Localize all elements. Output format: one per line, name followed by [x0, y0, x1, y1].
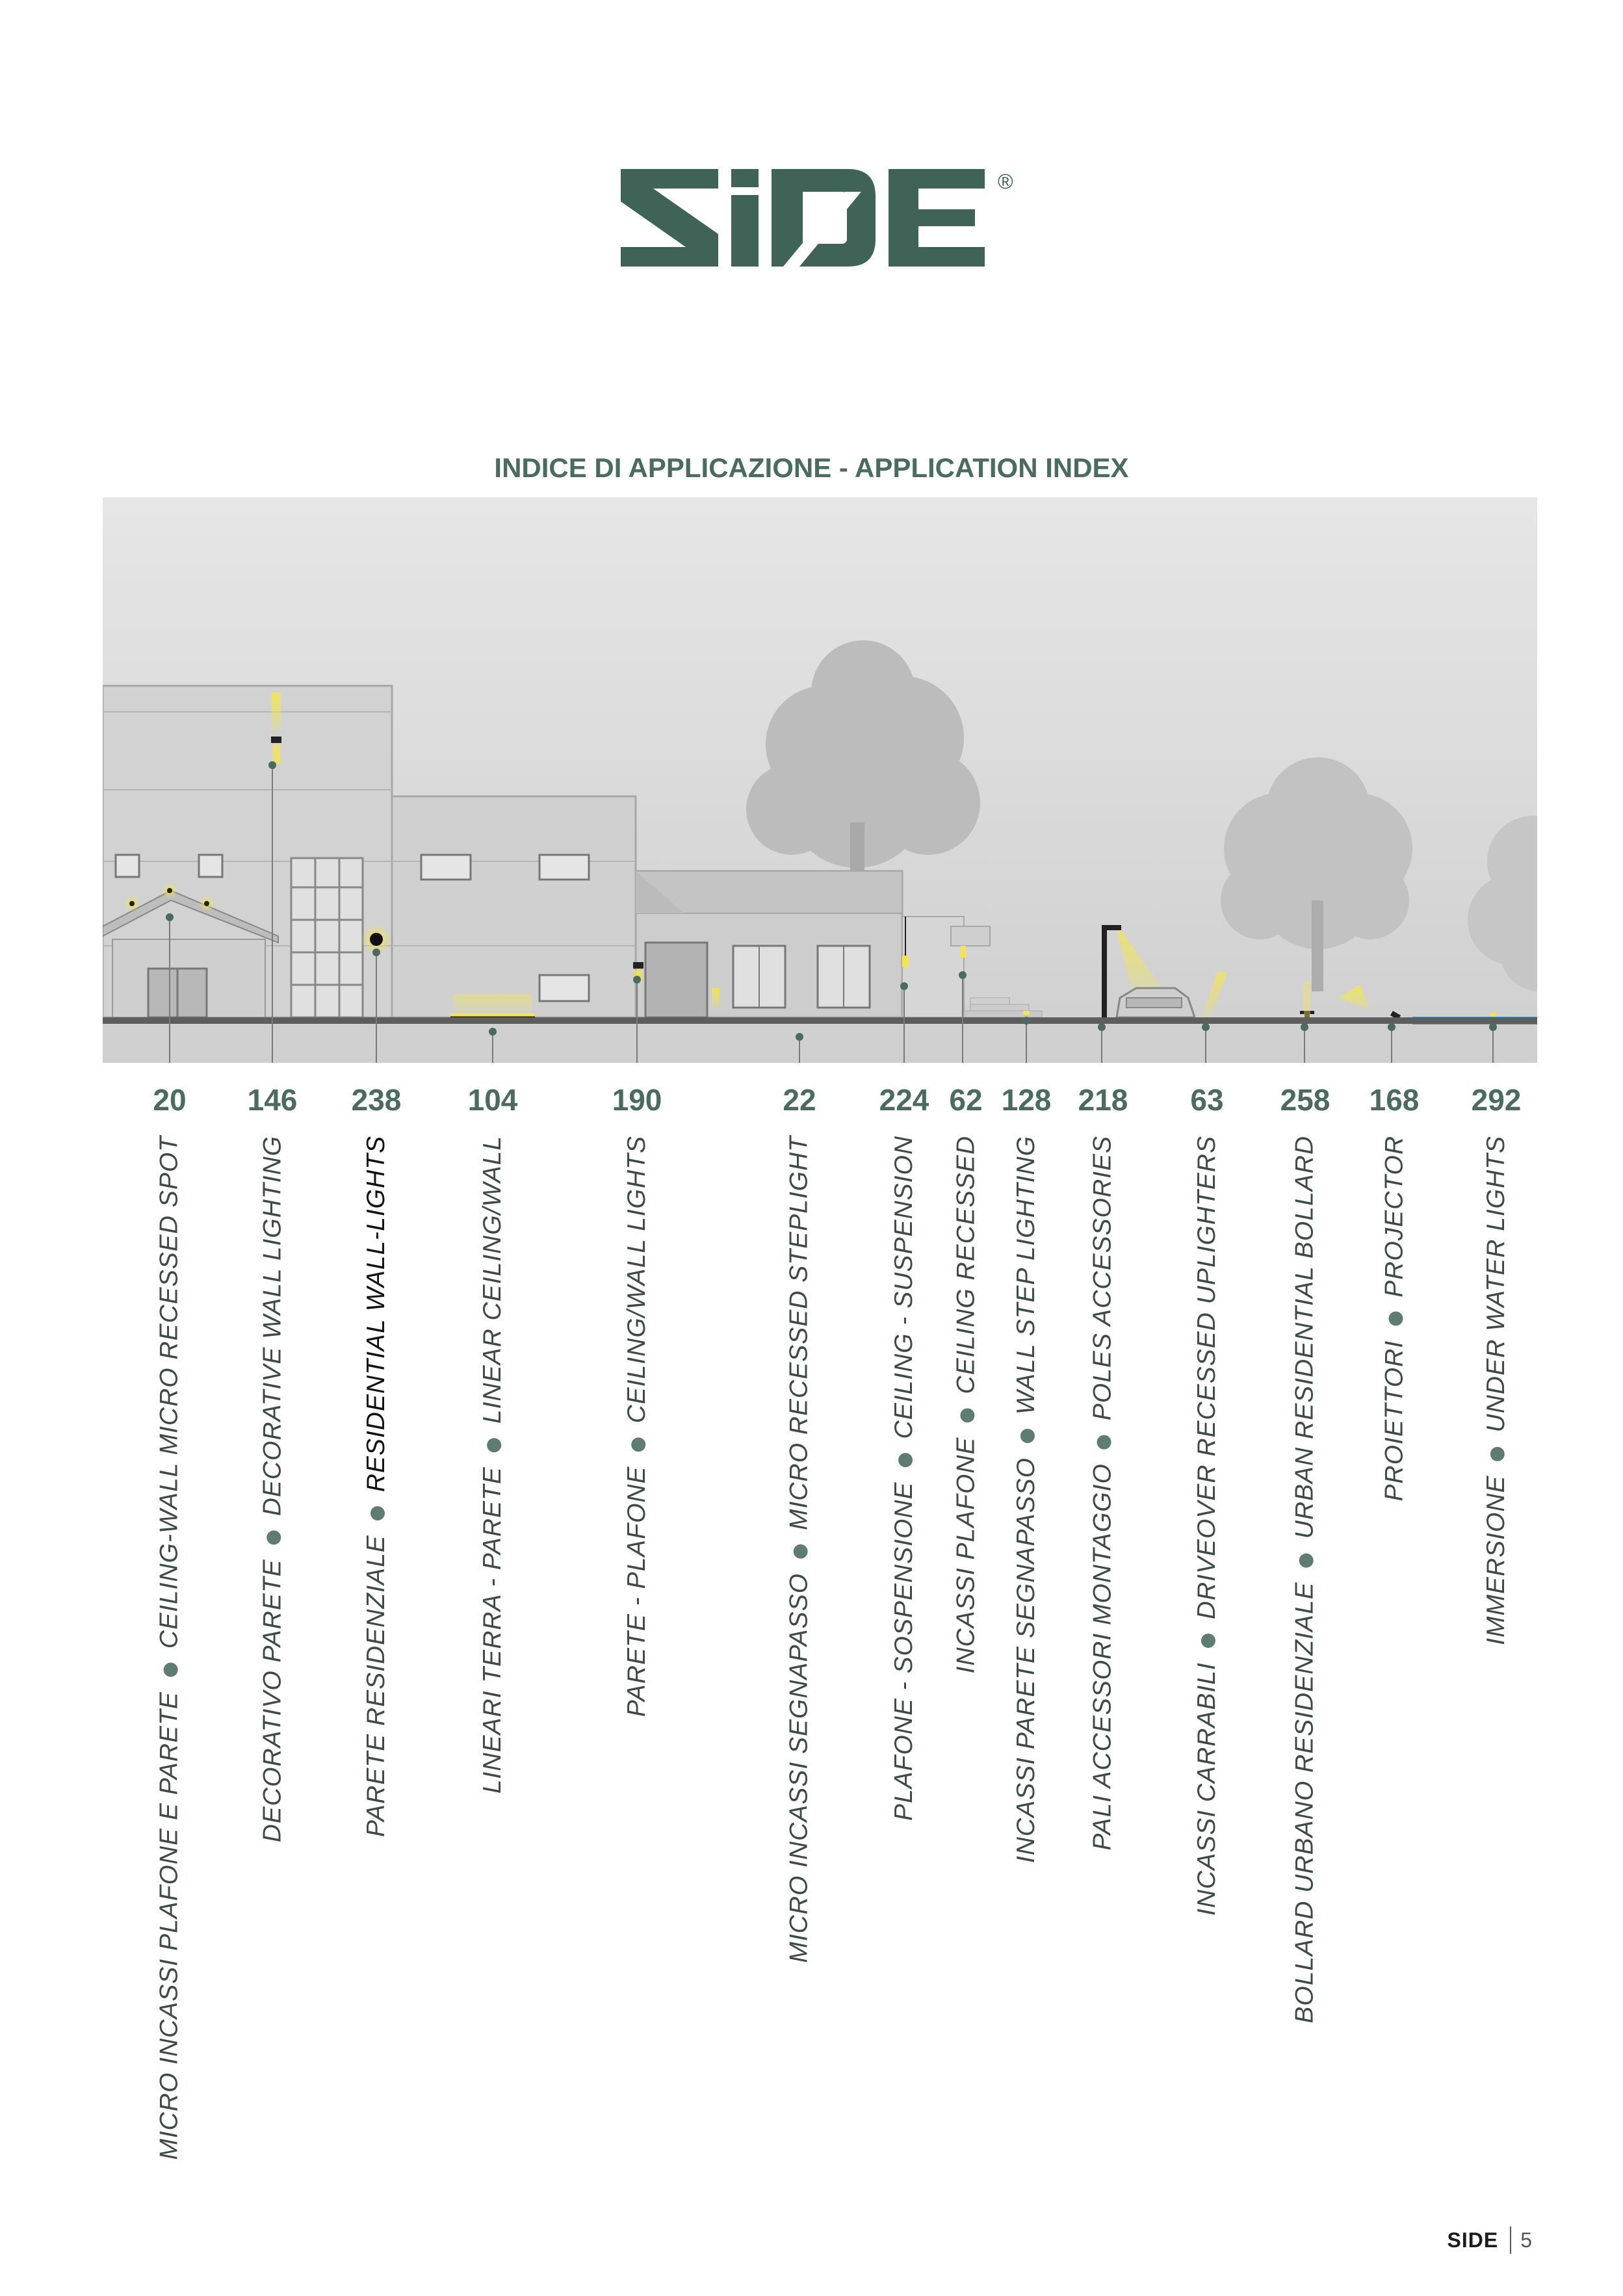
bullet-dot	[370, 1506, 385, 1520]
index-label: INCASSI PARETE SEGNAPASSOWALL STEP LIGHTING	[1012, 1136, 1040, 1863]
bullet-dot	[164, 1663, 178, 1677]
page-number: 20	[153, 1083, 187, 1117]
page-number: 128	[1001, 1083, 1052, 1117]
page-number: 292	[1471, 1083, 1522, 1117]
index-label: INCASSI PLAFONECEILING RECESSED	[952, 1136, 980, 1674]
page-number: 258	[1280, 1083, 1331, 1117]
bullet-dot	[1388, 1312, 1403, 1326]
ground	[103, 1017, 1537, 1024]
side-logo	[621, 163, 1024, 273]
bullet-dot	[266, 1530, 281, 1545]
index-label: INCASSI CARRABILIDRIVEOVER RECESSED UPLIGHTERS	[1193, 1136, 1221, 1916]
bullet-dot	[960, 1408, 974, 1422]
page-number: 62	[949, 1083, 983, 1117]
bullet-dot	[1299, 1553, 1314, 1567]
footer-divider	[1510, 2226, 1511, 2254]
main-building	[103, 686, 392, 1017]
page-number: 104	[467, 1083, 518, 1117]
page-number: 238	[351, 1083, 402, 1117]
page-number: 63	[1190, 1083, 1224, 1117]
index-label: LINEARI TERRA - PARETELINEAR CEILING/WALL	[478, 1136, 506, 1794]
page-number: 224	[879, 1083, 929, 1117]
index-label: IMMERSIONEUNDER WATER LIGHTS	[1482, 1136, 1510, 1645]
index-label: PLAFONE - SOSPENSIONECEILING - SUSPENSION	[890, 1136, 918, 1821]
footer-page-number: 5	[1520, 2228, 1532, 2252]
index-label: PALI ACCESSORI MONTAGGIOPOLES ACCESSORIES	[1089, 1136, 1117, 1851]
page-number: 218	[1078, 1083, 1128, 1117]
second-building	[392, 796, 636, 1017]
index-label: BOLLARD URBANO RESIDENZIALEURBAN RESIDENTIAL BOLLARD	[1291, 1136, 1319, 2024]
bullet-dot	[1201, 1634, 1215, 1648]
bullet-dot	[1490, 1446, 1505, 1461]
page-number: 168	[1369, 1083, 1420, 1117]
side-logo-graphic	[621, 163, 1024, 273]
section-title: INDICE DI APPLICAZIONE - APPLICATION INDEX	[494, 452, 1129, 483]
footer-brand: SIDE	[1447, 2228, 1499, 2252]
index-label: PROIETTORIPROJECTOR	[1380, 1136, 1408, 1502]
page-number: 22	[783, 1083, 816, 1117]
index-label: PARETE RESIDENZIALERESIDENTIAL WALL-LIGHTS	[362, 1136, 390, 1837]
bullet-dot	[794, 1545, 808, 1559]
page-number: 190	[612, 1083, 662, 1117]
bullet-dot	[1020, 1429, 1035, 1443]
bullet-dot	[487, 1438, 501, 1452]
index-label: PARETE - PLAFONECEILING/WALL LIGHTS	[623, 1136, 651, 1717]
index-label: MICRO INCASSI SEGNAPASSOMICRO RECESSED STEPLIGHT	[785, 1136, 813, 1963]
page-footer	[1448, 2226, 1532, 2254]
index-label: MICRO INCASSI PLAFONE E PARETECEILING-WALL MICRO RECESSED SPOT	[155, 1136, 183, 2160]
bullet-dot	[631, 1437, 645, 1452]
application-scene	[103, 497, 1537, 1063]
page-number: 146	[247, 1083, 298, 1117]
registered-mark: ®	[998, 170, 1013, 193]
index-label: DECORATIVO PARETEDECORATIVE WALL LIGHTING	[258, 1136, 286, 1843]
bullet-dot	[1097, 1435, 1111, 1449]
bullet-dot	[898, 1453, 913, 1467]
